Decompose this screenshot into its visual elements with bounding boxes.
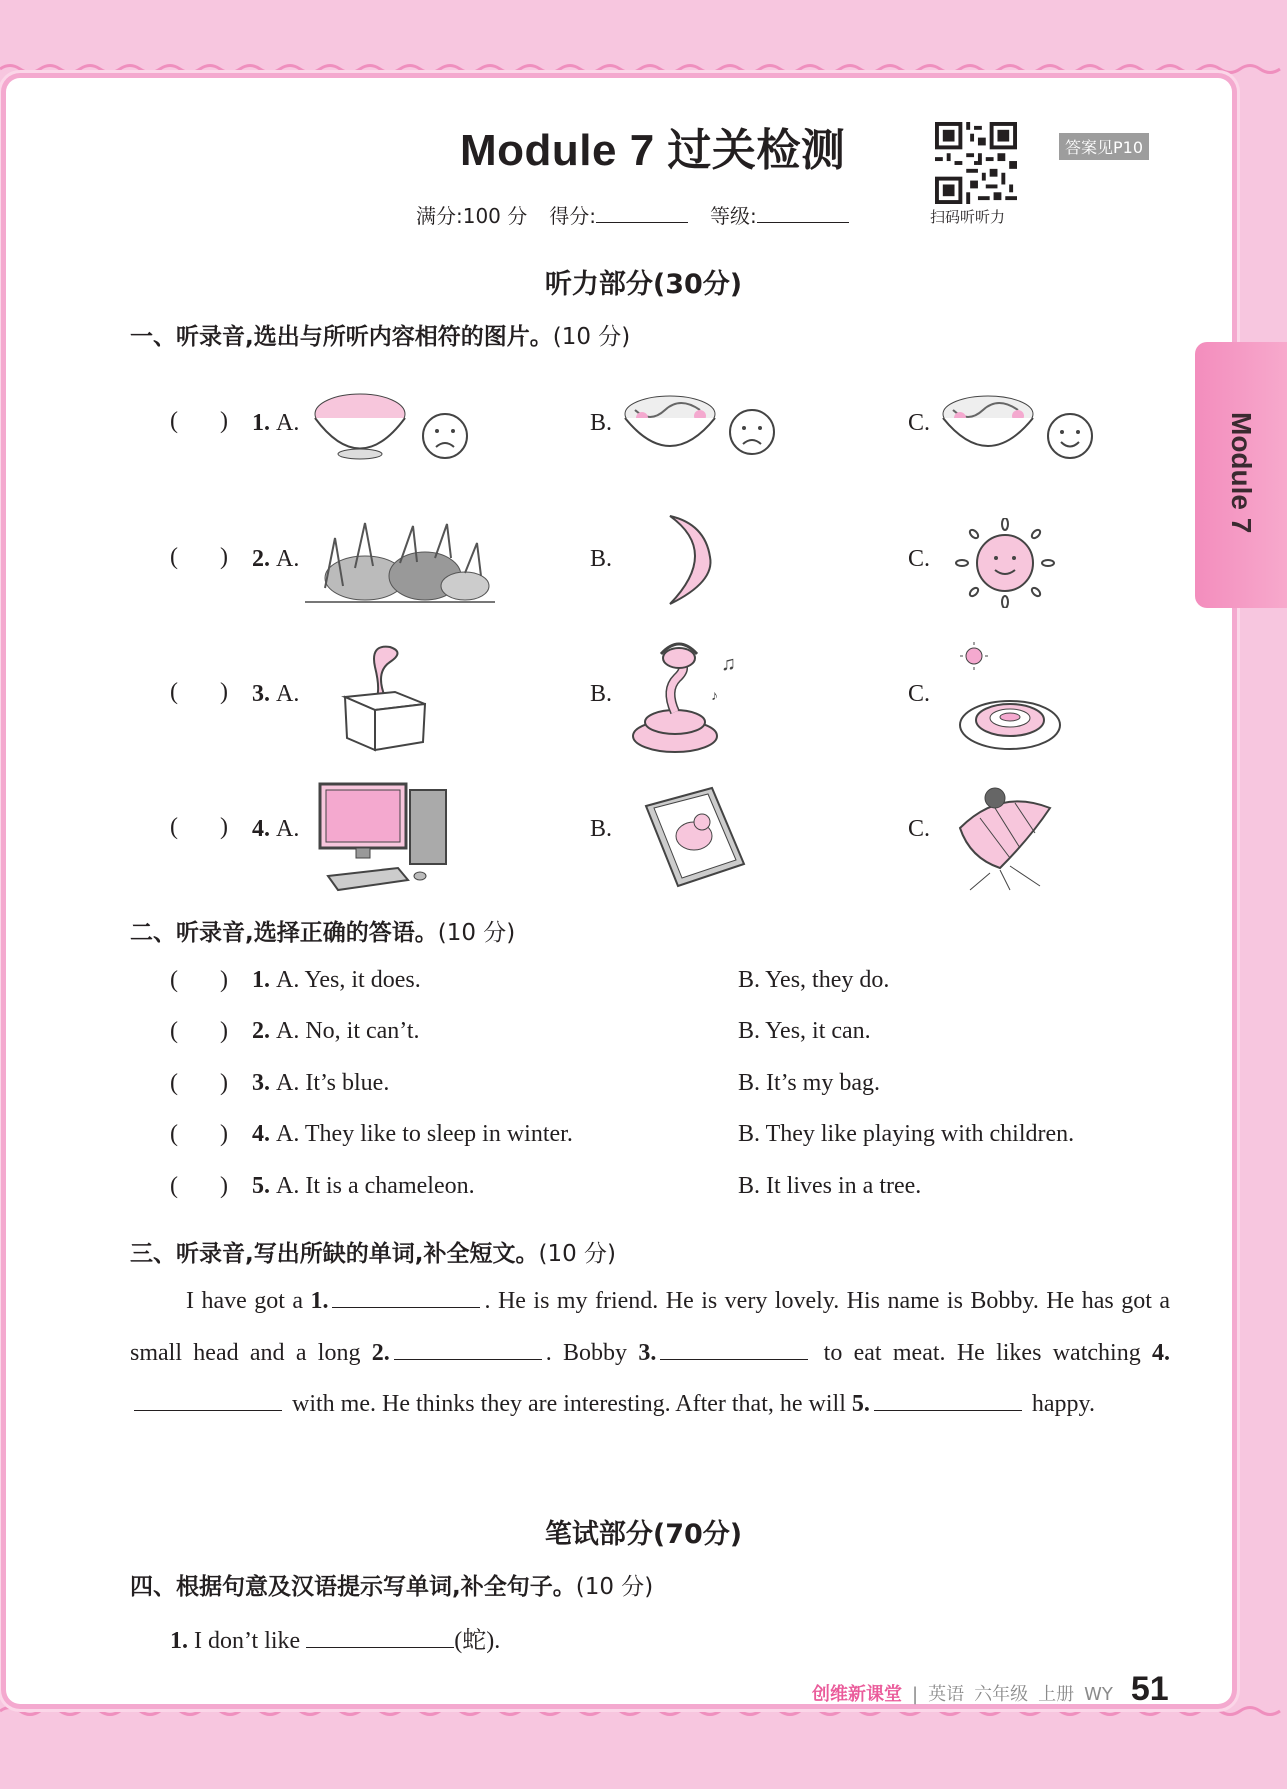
blank-3[interactable] xyxy=(660,1337,808,1360)
grade-field[interactable]: 等级: xyxy=(710,200,849,229)
footer-edition: WY xyxy=(1084,1684,1113,1705)
noodles-happy-face-icon[interactable] xyxy=(938,384,1098,464)
rice-bowl-sad-face-icon[interactable] xyxy=(310,384,470,464)
option-b: B. It’s my bag. xyxy=(738,1070,880,1096)
picture-book-icon[interactable] xyxy=(640,786,750,890)
page-title: Module 7 过关检测 xyxy=(460,126,846,175)
answer-blank[interactable]: ( ) xyxy=(170,408,228,434)
page-number: 51 xyxy=(1130,1670,1169,1708)
svg-text:♫: ♫ xyxy=(721,653,736,675)
module-side-tab xyxy=(1195,342,1287,608)
option-b: B. It lives in a tree. xyxy=(738,1173,922,1199)
answer-blank[interactable]: ( ) xyxy=(170,679,228,705)
footer-subject: 英语 xyxy=(928,1684,965,1705)
sun-icon[interactable] xyxy=(950,518,1060,608)
footer-grade: 六年级 xyxy=(974,1684,1029,1705)
option-b: B. Yes, they do. xyxy=(738,967,890,993)
score-field[interactable]: 得分: xyxy=(549,200,688,229)
side-tab-label: Module 7 xyxy=(1226,412,1257,534)
page-footer: 创维新课堂 | 英语 六年级 上册 WY 51 xyxy=(812,1670,1169,1708)
full-score: 满分:100 分 xyxy=(416,204,528,228)
blank-2[interactable] xyxy=(394,1337,542,1360)
writing-part-heading: 笔试部分(70分) xyxy=(544,1519,743,1550)
answer-blank[interactable]: ( ) xyxy=(170,967,228,993)
word-blank[interactable] xyxy=(306,1625,454,1648)
listening-part-heading: 听力部分(30分) xyxy=(544,269,743,300)
score-line xyxy=(416,200,849,229)
top-wave-border xyxy=(0,62,1287,76)
option-b: B. They like playing with children. xyxy=(738,1121,1075,1147)
answer-blank[interactable]: ( ) xyxy=(170,544,228,570)
answer-blank[interactable]: ( ) xyxy=(170,814,228,840)
section4-heading: 四、根据句意及汉语提示写单词,补全句子。(10 分) xyxy=(130,1574,654,1600)
publisher-brand: 创维新课堂 xyxy=(812,1684,902,1705)
cloze-passage: I have got a 1. . He is my friend. He is very lovely. His name is Bobby. He has got a small head and a long 2. . Bobby 3. to eat meat. He likes watching 4. with me. He thinks they are interesting. After that, he will 5. happy. xyxy=(130,1276,1170,1431)
option-b: B. Yes, it can. xyxy=(738,1018,871,1044)
blank-4[interactable] xyxy=(134,1388,282,1411)
answer-blank[interactable]: ( ) xyxy=(170,1173,228,1199)
qr-caption: 扫码听听力 xyxy=(930,208,1006,226)
section2-heading: 二、听录音,选择正确的答语。(10 分) xyxy=(130,920,516,946)
section3-heading: 三、听录音,写出所缺的单词,补全短文。(10 分) xyxy=(130,1241,617,1267)
sun-and-coiled-snake-icon[interactable] xyxy=(950,640,1070,755)
blank-1[interactable] xyxy=(332,1285,480,1308)
answer-blank[interactable]: ( ) xyxy=(170,1070,228,1096)
svg-text:♪: ♪ xyxy=(711,689,718,704)
section1-heading: 一、听录音,选出与所听内容相符的图片。(10 分) xyxy=(130,324,631,350)
snake-in-box-icon[interactable] xyxy=(335,642,435,752)
moon-icon[interactable] xyxy=(630,512,720,608)
answer-blank[interactable]: ( ) xyxy=(170,1018,228,1044)
answer-reference-badge: 答案见P10 xyxy=(1059,133,1149,160)
bushes-icon[interactable] xyxy=(305,518,495,606)
footer-volume: 上册 xyxy=(1038,1684,1075,1705)
blank-5[interactable] xyxy=(874,1388,1022,1411)
answer-blank[interactable]: ( ) xyxy=(170,1121,228,1147)
bird-kite-icon[interactable] xyxy=(940,778,1070,894)
noodles-sad-face-icon[interactable] xyxy=(620,384,780,464)
qr-code-icon[interactable] xyxy=(935,122,1017,204)
computer-icon[interactable] xyxy=(318,780,458,894)
section4-item-1: 1. I don’t like (蛇). xyxy=(170,1620,500,1655)
snake-music-icon[interactable] xyxy=(615,640,755,756)
